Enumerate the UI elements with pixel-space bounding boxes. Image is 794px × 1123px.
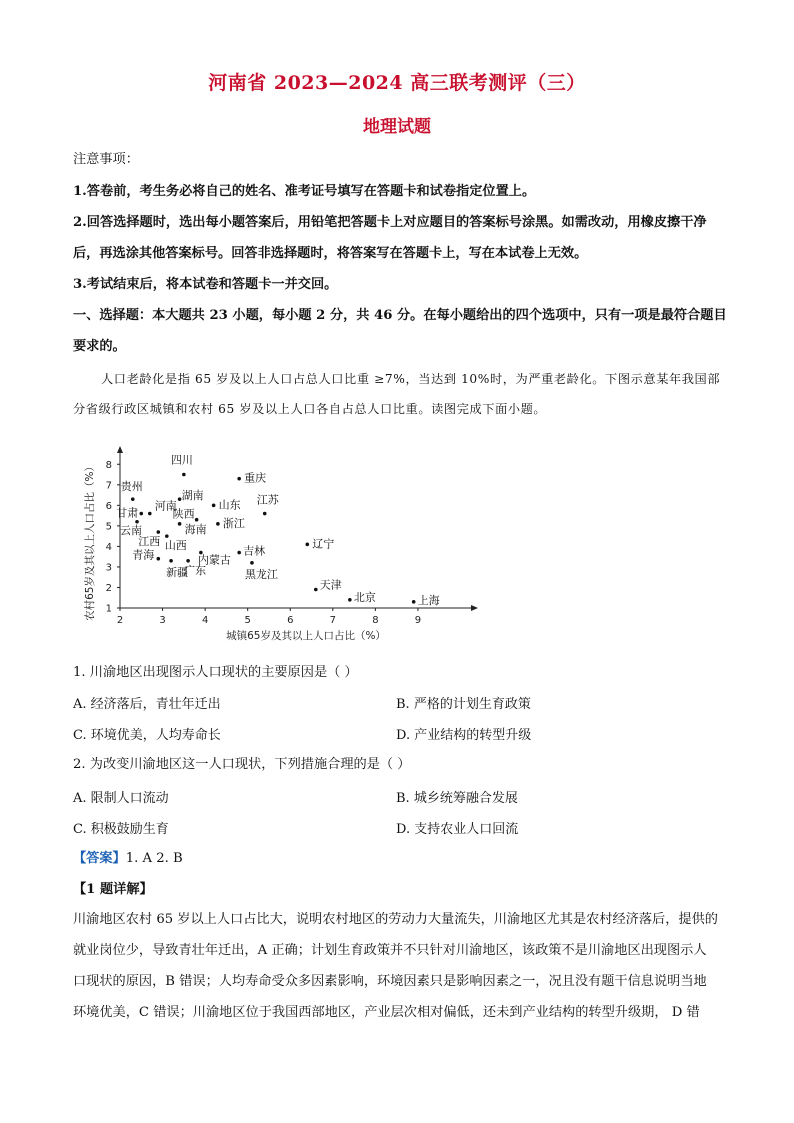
y-tick-label: 3 (105, 562, 112, 574)
x-tick-label: 6 (287, 615, 294, 626)
data-point (131, 497, 135, 501)
population-scatter-chart (80, 446, 500, 646)
data-point (157, 530, 161, 534)
data-point-label: 内蒙古 (197, 553, 231, 567)
section-heading-cont: 要求的。 (73, 339, 126, 354)
notice-heading: 注意事项： (73, 152, 139, 167)
x-tick-label: 7 (329, 615, 337, 626)
q1-option-d[interactable]: D. 产业结构的转型升级 (396, 728, 532, 743)
data-point (216, 522, 220, 526)
answer-text: 1. A 2. B (125, 851, 183, 866)
data-point (250, 561, 254, 565)
q1-option-a[interactable]: A. 经济落后，青壮年迁出 (73, 697, 221, 712)
data-point (237, 477, 241, 481)
x-tick-label: 5 (244, 615, 251, 626)
y-tick-label: 1 (105, 603, 112, 615)
q2-option-b[interactable]: B. 城乡统筹融合发展 (396, 791, 518, 806)
data-point-label: 江西 (138, 535, 161, 549)
x-tick-label: 3 (159, 615, 166, 626)
q2-option-a[interactable]: A. 限制人口流动 (73, 791, 169, 806)
data-point-label: 浙江 (222, 516, 245, 530)
q1-option-b[interactable]: B. 严格的计划生育政策 (396, 697, 531, 712)
y-tick-label: 2 (105, 582, 112, 594)
subject-title: 地理试题 (363, 117, 431, 137)
data-point-label: 河南 (154, 499, 177, 513)
notice-item-3: 3.考试结束后，将本试卷和答题卡一并交回。 (73, 277, 338, 292)
q2-option-c[interactable]: C. 积极鼓励生育 (73, 822, 169, 837)
x-tick-label: 9 (414, 615, 422, 626)
data-point (169, 559, 173, 563)
data-point (195, 518, 199, 522)
data-point-label: 贵州 (120, 480, 143, 494)
exam-title: 河南省 2023—2024 高三联考测评（三） (208, 72, 586, 94)
y-tick-label: 7 (105, 480, 112, 492)
data-point (139, 512, 143, 516)
data-point-label: 重庆 (244, 471, 267, 485)
data-point-label: 甘肃 (116, 506, 139, 520)
answer-tag: 【答案】 (73, 851, 126, 866)
data-point-label: 天津 (319, 578, 342, 592)
data-point-label: 黑龙江 (244, 567, 278, 581)
data-point (348, 598, 352, 602)
notice-item-2-cont: 后，再选涂其他答案标号。回答非选择题时，将答案写在答题卡上，写在本试卷上无效。 (73, 246, 588, 261)
data-point-label: 山西 (164, 539, 187, 553)
y-axis-title: 农村65岁及其以上人口占比（%） (84, 461, 96, 621)
x-axis-arrow (471, 605, 478, 611)
detail-line-1: 川渝地区农村 65 岁以上人口占比大，说明农村地区的劳动力大量流失，川渝地区尤其是农村经济落后，提供的 (73, 912, 718, 927)
data-point (186, 559, 190, 563)
answer-line (73, 849, 723, 869)
data-point (305, 543, 309, 547)
data-point (263, 512, 267, 516)
detail-line-3: 口现状的原因，B 错误；人均寿命受众多因素影响，环境因素只是影响因素之一，况且没有题干信息说明当地 (73, 974, 707, 989)
data-point (237, 551, 241, 555)
data-point-label: 上海 (417, 593, 440, 607)
question-2-stem: 2. 为改变川渝地区这一人口现状，下列措施合理的是（ ） (73, 757, 411, 772)
x-tick-label: 8 (372, 615, 379, 626)
data-point-label: 广东 (184, 563, 207, 577)
notice-item-1: 1.答卷前，考生务必将自己的姓名、准考证号填写在答题卡和试卷指定位置上。 (73, 184, 536, 199)
detail-line-4: 环境优美，C 错误；川渝地区位于我国西部地区，产业层次相对偏低，还未到产业结构的转型升级期， D 错 (73, 1005, 700, 1020)
q2-option-d[interactable]: D. 支持农业人口回流 (396, 822, 519, 837)
data-point-label: 北京 (353, 590, 376, 604)
data-point-label: 新疆 (166, 565, 189, 579)
data-point-label: 辽宁 (312, 537, 335, 551)
passage-line-2: 分省级行政区城镇和农村 65 岁及以上人口各自占总人口比重。读图完成下面小题。 (73, 402, 547, 416)
data-point-label: 四川 (170, 453, 193, 467)
question-1-stem: 1. 川渝地区出现图示人口现状的主要原因是（ ） (73, 665, 358, 680)
data-point-label: 江苏 (256, 493, 279, 507)
data-point-label: 吉林 (243, 544, 266, 558)
y-tick-label: 8 (105, 459, 112, 471)
y-axis-arrow (117, 446, 123, 453)
detail-line-2: 就业岗位少，导致青壮年迁出，A 正确；计划生育政策并不只针对川渝地区，该政策不是川渝地区出现图示人 (73, 943, 707, 958)
detail-heading: 【1 题详解】 (73, 882, 153, 897)
data-point (314, 588, 318, 592)
data-point-label: 青海 (132, 548, 155, 562)
q1-option-c[interactable]: C. 环境优美，人均寿命长 (73, 728, 221, 743)
y-tick-label: 5 (105, 521, 112, 533)
passage-line-1: 人口老龄化是指 65 岁及以上人口占总人口比重 ≥7%，当达到 10%时，为严重老龄化。下图示意某年我国部 (101, 372, 721, 386)
data-point-label: 云南 (120, 523, 143, 537)
y-tick-label: 4 (105, 541, 112, 553)
section-heading: 一、选择题：本大题共 23 小题，每小题 2 分，共 46 分。在每小题给出的四个选项中，只有一项是最符合题目 (73, 308, 727, 323)
data-point (148, 512, 152, 516)
data-point-label: 海南 (184, 522, 207, 536)
x-tick-label: 2 (116, 615, 124, 626)
notice-item-2: 2.回答选择题时，选出每小题答案后，用铅笔把答题卡上对应题目的答案标号涂黑。如需改动，用橡皮擦干净 (73, 215, 707, 230)
data-point (212, 504, 216, 508)
data-point-label: 陕西 (172, 507, 195, 521)
data-point-label: 湖南 (181, 489, 204, 503)
data-point (178, 522, 182, 526)
data-point (157, 557, 161, 561)
data-point (165, 534, 169, 538)
y-tick-label: 6 (105, 500, 112, 512)
x-axis-title: 城镇65岁及其以上人口占比（%） (226, 630, 386, 642)
data-point (412, 600, 416, 604)
x-tick-label: 4 (201, 615, 209, 626)
data-point-label: 山东 (218, 498, 241, 512)
data-point (182, 473, 186, 477)
